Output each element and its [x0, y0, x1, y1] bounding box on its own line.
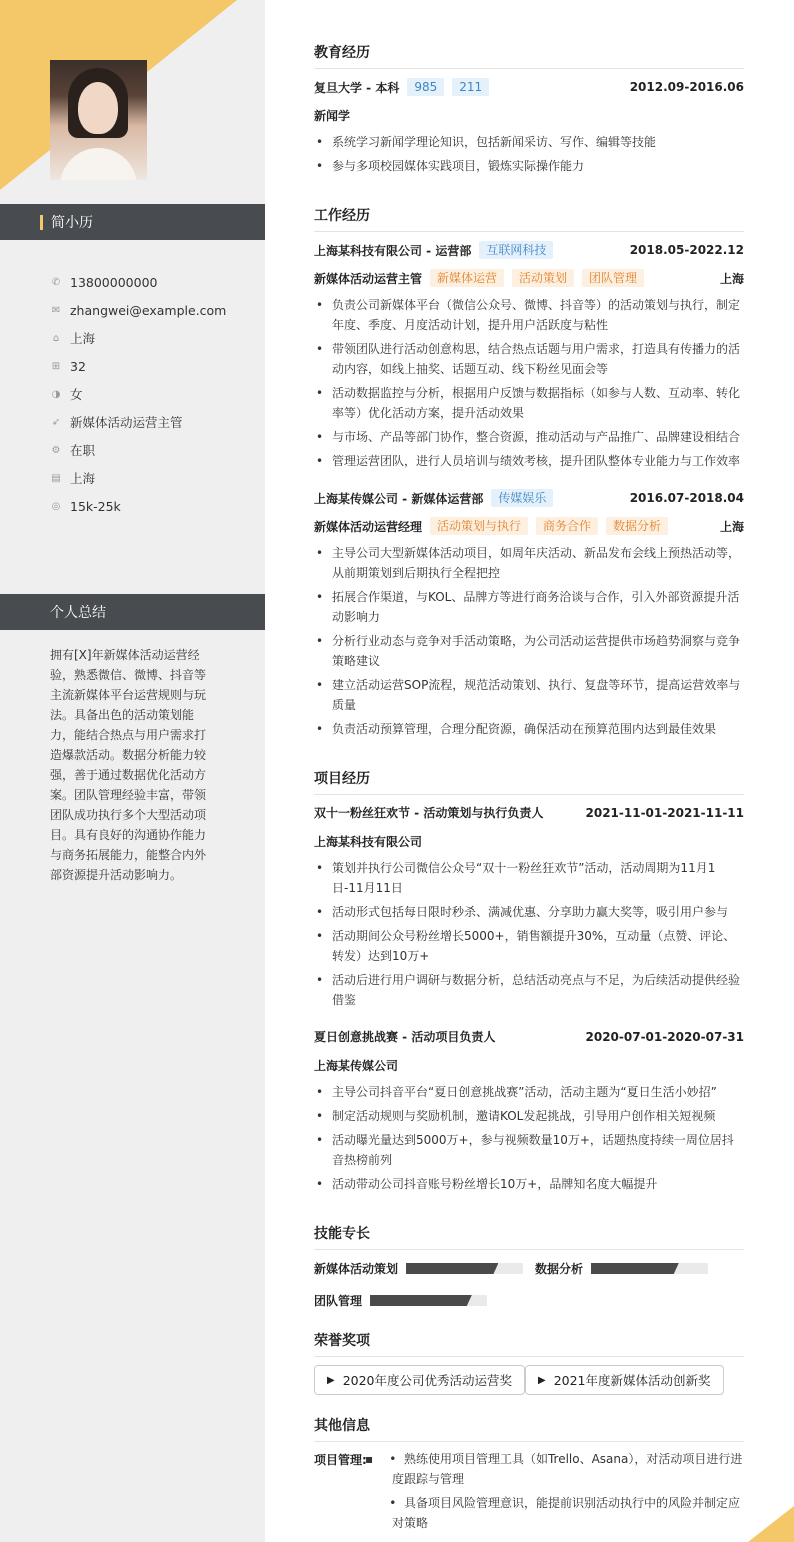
skill-item	[314, 1292, 487, 1309]
job-header	[314, 489, 744, 507]
job-city: 上海	[719, 271, 744, 286]
industry-tag: 互联网科技	[479, 241, 553, 259]
skill-tag: 数据分析	[606, 517, 668, 535]
list-item: • 负责公司新媒体平台（微信公众号、微博、抖音等）的活动策划与执行，制定年度、季度、月度活动计划，提升用户活跃度与粘性	[314, 295, 744, 335]
status-icon: ⚙	[51, 444, 61, 456]
list-item: • 与市场、产品等部门协作，整合资源，推动活动与产品推广、品牌建设相结合	[314, 427, 744, 447]
skill-name: 团队管理	[314, 1294, 363, 1308]
avatar	[50, 60, 147, 180]
phone-icon: ✆	[51, 276, 61, 288]
education-header	[314, 78, 744, 96]
other-title: 其他信息	[314, 1415, 744, 1442]
person-name: 简小历	[51, 215, 93, 231]
list-item: • 管理运营团队，进行人员培训与绩效考核，提升团队整体专业能力与工作效率	[314, 451, 744, 471]
other-label: 项目管理:	[314, 1453, 367, 1467]
job-icon: ➶	[51, 416, 61, 428]
job-city: 上海	[719, 519, 744, 534]
list-item: • 负责活动预算管理，合理分配资源，确保活动在预算范围内达到最佳效果	[314, 719, 744, 739]
info-location: ⌂ 上海	[50, 324, 226, 352]
job-header	[314, 241, 744, 259]
info-job: ➶ 新媒体活动运营主管	[51, 415, 183, 430]
school-name: 复旦大学 - 本科	[314, 80, 400, 95]
job-role: 新媒体活动运营经理	[314, 519, 423, 534]
skills-title: 技能专长	[314, 1223, 744, 1250]
skill-bar	[406, 1263, 523, 1274]
list-item: • 活动带动公司抖音账号粉丝增长10万+，品牌知名度大幅提升	[314, 1174, 744, 1194]
skill-bar	[591, 1263, 708, 1274]
list-item: • 建立活动运营SOP流程，规范活动策划、执行、复盘等环节，提高运营效率与质量	[314, 675, 744, 715]
awards-title: 荣誉奖项	[314, 1330, 744, 1357]
skill-bar-fill	[406, 1263, 498, 1274]
info-status: ⚙ 在职	[51, 443, 96, 458]
skill-item	[314, 1260, 523, 1277]
corner-decoration	[748, 1506, 794, 1542]
work-title: 工作经历	[314, 205, 744, 232]
summary-band	[0, 594, 265, 630]
skill-name: 数据分析	[535, 1262, 584, 1276]
skill-tag: 活动策划与执行	[430, 517, 528, 535]
job-role-row	[314, 517, 744, 535]
list-item: • 活动后进行用户调研与数据分析，总结活动亮点与不足，为后续活动提供经验借鉴	[314, 970, 744, 1010]
tag-211: 211	[452, 78, 489, 96]
accent-bar	[40, 215, 43, 230]
list-item: • 主导公司抖音平台“夏日创意挑战赛”活动，活动主题为“夏日生活小妙招”	[314, 1082, 744, 1102]
projects-title: 项目经历	[314, 768, 744, 795]
company-name: 上海某科技有限公司 - 运营部	[314, 243, 472, 258]
job-date: 2016.07-2018.04	[629, 491, 744, 505]
list-item: • 活动期间公众号粉丝增长5000+，销售额提升30%，互动量（点赞、评论、转发）达到10万+	[314, 926, 744, 966]
info-salary: ◎ 15k-25k	[51, 498, 121, 514]
list-item: • 活动曝光量达到5000万+，参与视频数量10万+，话题热度持续一周位居抖音热榜前列	[314, 1130, 744, 1170]
job-date: 2018.05-2022.12	[629, 243, 744, 257]
industry-tag: 传媒娱乐	[491, 489, 553, 507]
project-org: 上海某传媒公司	[314, 1059, 399, 1073]
summary-text: 拥有[X]年新媒体活动运营经验，熟悉微信、微博、抖音等主流新媒体平台运营规则与玩法。具备出色的活动策划能力，能结合热点与用户需求打造爆款活动。数据分析能力较强，善于通过数据优化活动方案。团队管理经验丰富，带领团队成功执行多个大型活动项目。具有良好的沟通协作能力与商务拓展能力，能整合内外部资源提升活动影响力。	[50, 648, 207, 882]
skill-name: 新媒体活动策划	[314, 1262, 399, 1276]
list-item: • 拓展合作渠道，与KOL、品牌方等进行商务洽谈与合作，引入外部资源提升活动影响力	[314, 587, 744, 627]
skill-bar	[370, 1295, 487, 1306]
salary-icon: ◎	[51, 500, 61, 512]
skill-tag: 团队管理	[582, 269, 644, 287]
info-city: ▤ 上海	[51, 471, 96, 486]
skill-bar-fill	[370, 1295, 472, 1306]
info-email: ✉ zhangwei@example.com	[51, 302, 227, 318]
education-date: 2012.09-2016.06	[629, 80, 744, 94]
list-item: • 分析行业动态与竞争对手活动策略，为公司活动运营提供市场趋势洞察与竞争策略建议	[314, 631, 744, 671]
summary-title: 个人总结	[50, 605, 106, 621]
info-age: ⊞ 32	[51, 358, 86, 374]
skill-bar-fill	[591, 1263, 679, 1274]
list-item: • 系统学习新闻学理论知识，包括新闻采访、写作、编辑等技能	[314, 132, 744, 152]
list-item: • 具备项目风险管理意识，能提前识别活动执行中的风险并制定应对策略	[374, 1496, 740, 1530]
list-item: ▪ • 熟练使用项目管理工具（如Trello、Asana），对活动项目进行进度跟踪与管理	[374, 1449, 744, 1489]
skill-tag: 商务合作	[536, 517, 598, 535]
play-icon: ▶	[538, 1374, 546, 1386]
project-header	[314, 1028, 744, 1045]
gender-icon: ◑	[51, 388, 61, 400]
project-date: 2021-11-01-2021-11-11	[585, 805, 744, 820]
job-role-row	[314, 269, 744, 287]
list-item: • 主导公司大型新媒体活动项目，如周年庆活动、新品发布会线上预热活动等，从前期策划到后期执行全程把控	[314, 543, 744, 583]
play-icon: ▶	[327, 1374, 335, 1386]
mail-icon: ✉	[51, 304, 61, 316]
project-date: 2020-07-01-2020-07-31	[585, 1029, 744, 1044]
age-icon: ⊞	[51, 360, 61, 372]
education-title: 教育经历	[314, 42, 744, 69]
contact-info-list	[50, 268, 226, 520]
major: 新闻学	[314, 109, 351, 123]
list-item: • 带领团队进行活动创意构思，结合热点话题与用户需求，打造具有传播力的活动内容，如线上抽奖、话题互动、线下粉丝见面会等	[314, 339, 744, 379]
skill-tag: 活动策划	[512, 269, 574, 287]
award-item[interactable]: ▶ 2020年度公司优秀活动运营奖	[314, 1365, 525, 1395]
bullet-dot: ▪	[365, 1452, 374, 1466]
skill-tag: 新媒体运营	[430, 269, 504, 287]
list-item: • 参与多项校园媒体实践项目，锻炼实际操作能力	[314, 156, 744, 176]
award-item[interactable]: ▶ 2021年度新媒体活动创新奖	[525, 1365, 724, 1395]
list-item: • 制定活动规则与奖励机制，邀请KOL发起挑战，引导用户创作相关短视频	[314, 1106, 744, 1126]
project-org: 上海某科技有限公司	[314, 835, 423, 849]
company-name: 上海某传媒公司 - 新媒体运营部	[314, 491, 484, 506]
project-name: 夏日创意挑战赛 - 活动项目负责人	[314, 1030, 496, 1044]
list-item: • 策划并执行公司微信公众号“双十一粉丝狂欢节”活动，活动周期为11月1日-11月11日	[314, 858, 744, 898]
tag-985: 985	[407, 78, 444, 96]
name-band	[0, 204, 265, 240]
project-name: 双十一粉丝狂欢节 - 活动策划与执行负责人	[314, 806, 544, 820]
info-phone: ✆ 13800000000	[51, 274, 158, 290]
info-gender: ◑ 女	[51, 387, 83, 402]
home-icon: ⌂	[52, 332, 60, 344]
skill-item	[535, 1260, 708, 1277]
sidebar	[0, 0, 265, 1542]
project-header	[314, 804, 744, 821]
job-role: 新媒体活动运营主管	[314, 271, 423, 286]
list-item: • 活动形式包括每日限时秒杀、满减优惠、分享助力赢大奖等，吸引用户参与	[314, 902, 744, 922]
list-item: • 活动数据监控与分析，根据用户反馈与数据指标（如参与人数、互动率、转化率等）优化活动方案，提升活动效果	[314, 383, 744, 423]
city-icon: ▤	[51, 472, 61, 484]
